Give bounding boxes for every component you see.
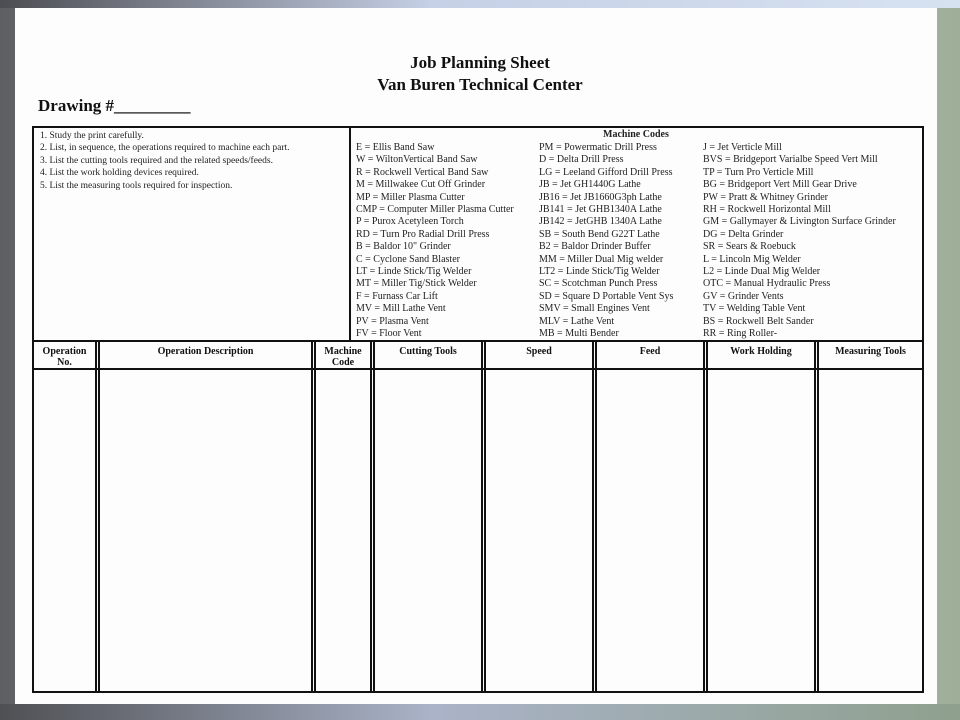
code-item: RR = Ring Roller- bbox=[703, 328, 778, 340]
column-divider bbox=[98, 342, 100, 691]
code-item: RD = Turn Pro Radial Drill Press bbox=[356, 228, 490, 240]
code-item: FV = Floor Vent bbox=[356, 328, 422, 340]
column-header-speed: Speed bbox=[526, 346, 552, 357]
code-item: PM = Powermatic Drill Press bbox=[539, 142, 657, 153]
column-divider bbox=[95, 342, 97, 691]
instruction-item: 2. List, in sequence, the operations required to machine each part. bbox=[40, 143, 290, 154]
code-item: RH = Rockwell Horizontal Mill bbox=[703, 204, 831, 216]
code-item: JB16 = Jet JB1660G3ph Lathe bbox=[539, 191, 662, 203]
codes-column-1 bbox=[356, 142, 514, 341]
code-item: LT2 = Linde Stick/Tig Welder bbox=[539, 266, 660, 278]
machine-codes-title: Machine Codes bbox=[603, 129, 669, 140]
instruction-item: 1. Study the print carefully. bbox=[40, 131, 144, 141]
column-divider bbox=[484, 342, 486, 691]
code-item: BG = Bridgeport Vert Mill Gear Drive bbox=[703, 179, 857, 191]
column-divider bbox=[703, 342, 705, 691]
code-item: BVS = Bridgeport Varialbe Speed Vert Mill bbox=[703, 154, 878, 166]
code-item: GM = Gallymayer & Livington Surface Grinder bbox=[703, 216, 896, 228]
code-item: E = Ellis Band Saw bbox=[356, 142, 435, 153]
sheet-title: Job Planning Sheet bbox=[410, 53, 550, 72]
code-item: DG = Delta Grinder bbox=[703, 228, 784, 240]
column-divider bbox=[373, 342, 375, 691]
column-header-cutting-tools: Cutting Tools bbox=[399, 346, 457, 357]
instructions-box bbox=[34, 128, 351, 342]
code-item: MV = Mill Lathe Vent bbox=[356, 303, 446, 315]
codes-column-3 bbox=[703, 142, 896, 341]
code-item: MLV = Lathe Vent bbox=[539, 315, 615, 327]
code-item: JB141 = Jet GHB1340A Lathe bbox=[539, 204, 662, 216]
header-bottom-rule bbox=[34, 368, 922, 370]
column-header-work-holding: Work Holding bbox=[730, 346, 792, 357]
sheet-subtitle: Van Buren Technical Center bbox=[377, 75, 583, 94]
planning-table bbox=[32, 126, 924, 693]
code-item: SC = Scotchman Punch Press bbox=[539, 278, 658, 290]
code-item: R = Rockwell Vertical Band Saw bbox=[356, 166, 489, 178]
code-item: D = Delta Drill Press bbox=[539, 154, 624, 166]
column-divider bbox=[481, 342, 483, 691]
code-item: PV = Plasma Vent bbox=[356, 315, 429, 327]
column-divider bbox=[814, 342, 816, 691]
bottom-frame-band bbox=[0, 704, 960, 720]
column-header-operation-no: Operation No. bbox=[42, 346, 87, 368]
machine-codes-box bbox=[351, 128, 922, 342]
code-item: SR = Sears & Roebuck bbox=[703, 241, 796, 253]
codes-column-2 bbox=[539, 142, 673, 341]
column-header-machine-code: Machine Code bbox=[324, 346, 362, 368]
codes-bottom-rule bbox=[34, 340, 922, 342]
column-divider bbox=[370, 342, 372, 691]
instruction-item: 3. List the cutting tools required and the related speeds/feeds. bbox=[40, 155, 273, 166]
code-item: LT = Linde Stick/Tig Welder bbox=[356, 266, 472, 278]
code-item: TV = Welding Table Vent bbox=[703, 303, 806, 315]
code-item: F = Furnass Car Lift bbox=[356, 290, 438, 302]
column-header-operation-description: Operation Description bbox=[157, 346, 254, 357]
code-item: L2 = Linde Dual Mig Welder bbox=[703, 266, 821, 278]
code-item: MT = Miller Tig/Stick Welder bbox=[356, 278, 477, 290]
instruction-item: 4. List the work holding devices required. bbox=[40, 168, 199, 179]
code-item: MP = Miller Plasma Cutter bbox=[356, 191, 465, 203]
code-item: J = Jet Verticle Mill bbox=[703, 142, 782, 153]
code-item: SB = South Bend G22T Lathe bbox=[539, 228, 660, 240]
column-divider bbox=[706, 342, 708, 691]
code-item: B2 = Baldor Drinder Buffer bbox=[539, 241, 651, 253]
code-item: W = WiltonVertical Band Saw bbox=[356, 154, 478, 166]
code-item: L = Lincoln Mig Welder bbox=[703, 253, 801, 265]
code-item: JB = Jet GH1440G Lathe bbox=[539, 179, 641, 191]
code-item: C = Cyclone Sand Blaster bbox=[356, 253, 460, 265]
column-divider bbox=[817, 342, 819, 691]
column-header-measuring-tools: Measuring Tools bbox=[835, 346, 906, 357]
instruction-item: 5. List the measuring tools required for inspection. bbox=[40, 180, 233, 191]
code-item: M = Millwakee Cut Off Grinder bbox=[356, 179, 486, 191]
code-item: GV = Grinder Vents bbox=[703, 290, 784, 302]
code-item: JB142 = JetGHB 1340A Lathe bbox=[539, 216, 662, 228]
column-divider bbox=[592, 342, 594, 691]
column-divider bbox=[595, 342, 597, 691]
code-item: P = Purox Acetyleen Torch bbox=[356, 216, 464, 228]
code-item: BS = Rockwell Belt Sander bbox=[703, 315, 814, 327]
code-item: CMP = Computer Miller Plasma Cutter bbox=[356, 204, 514, 216]
code-item: B = Baldor 10" Grinder bbox=[356, 241, 451, 253]
code-item: SMV = Small Engines Vent bbox=[539, 303, 650, 315]
code-item: TP = Turn Pro Verticle Mill bbox=[703, 166, 814, 178]
column-header-feed: Feed bbox=[639, 346, 661, 357]
code-item: MM = Miller Dual Mig welder bbox=[539, 253, 664, 265]
column-divider bbox=[311, 342, 313, 691]
column-divider bbox=[314, 342, 316, 691]
code-item: SD = Square D Portable Vent Sys bbox=[539, 290, 674, 302]
drawing-number-label: Drawing #_________ bbox=[38, 96, 191, 115]
code-item: LG = Leeland Gifford Drill Press bbox=[539, 166, 673, 178]
code-item: OTC = Manual Hydraulic Press bbox=[703, 278, 831, 290]
top-frame-band bbox=[0, 0, 960, 8]
code-item: MB = Multi Bender bbox=[539, 328, 619, 340]
code-item: PW = Pratt & Whitney Grinder bbox=[703, 191, 828, 203]
